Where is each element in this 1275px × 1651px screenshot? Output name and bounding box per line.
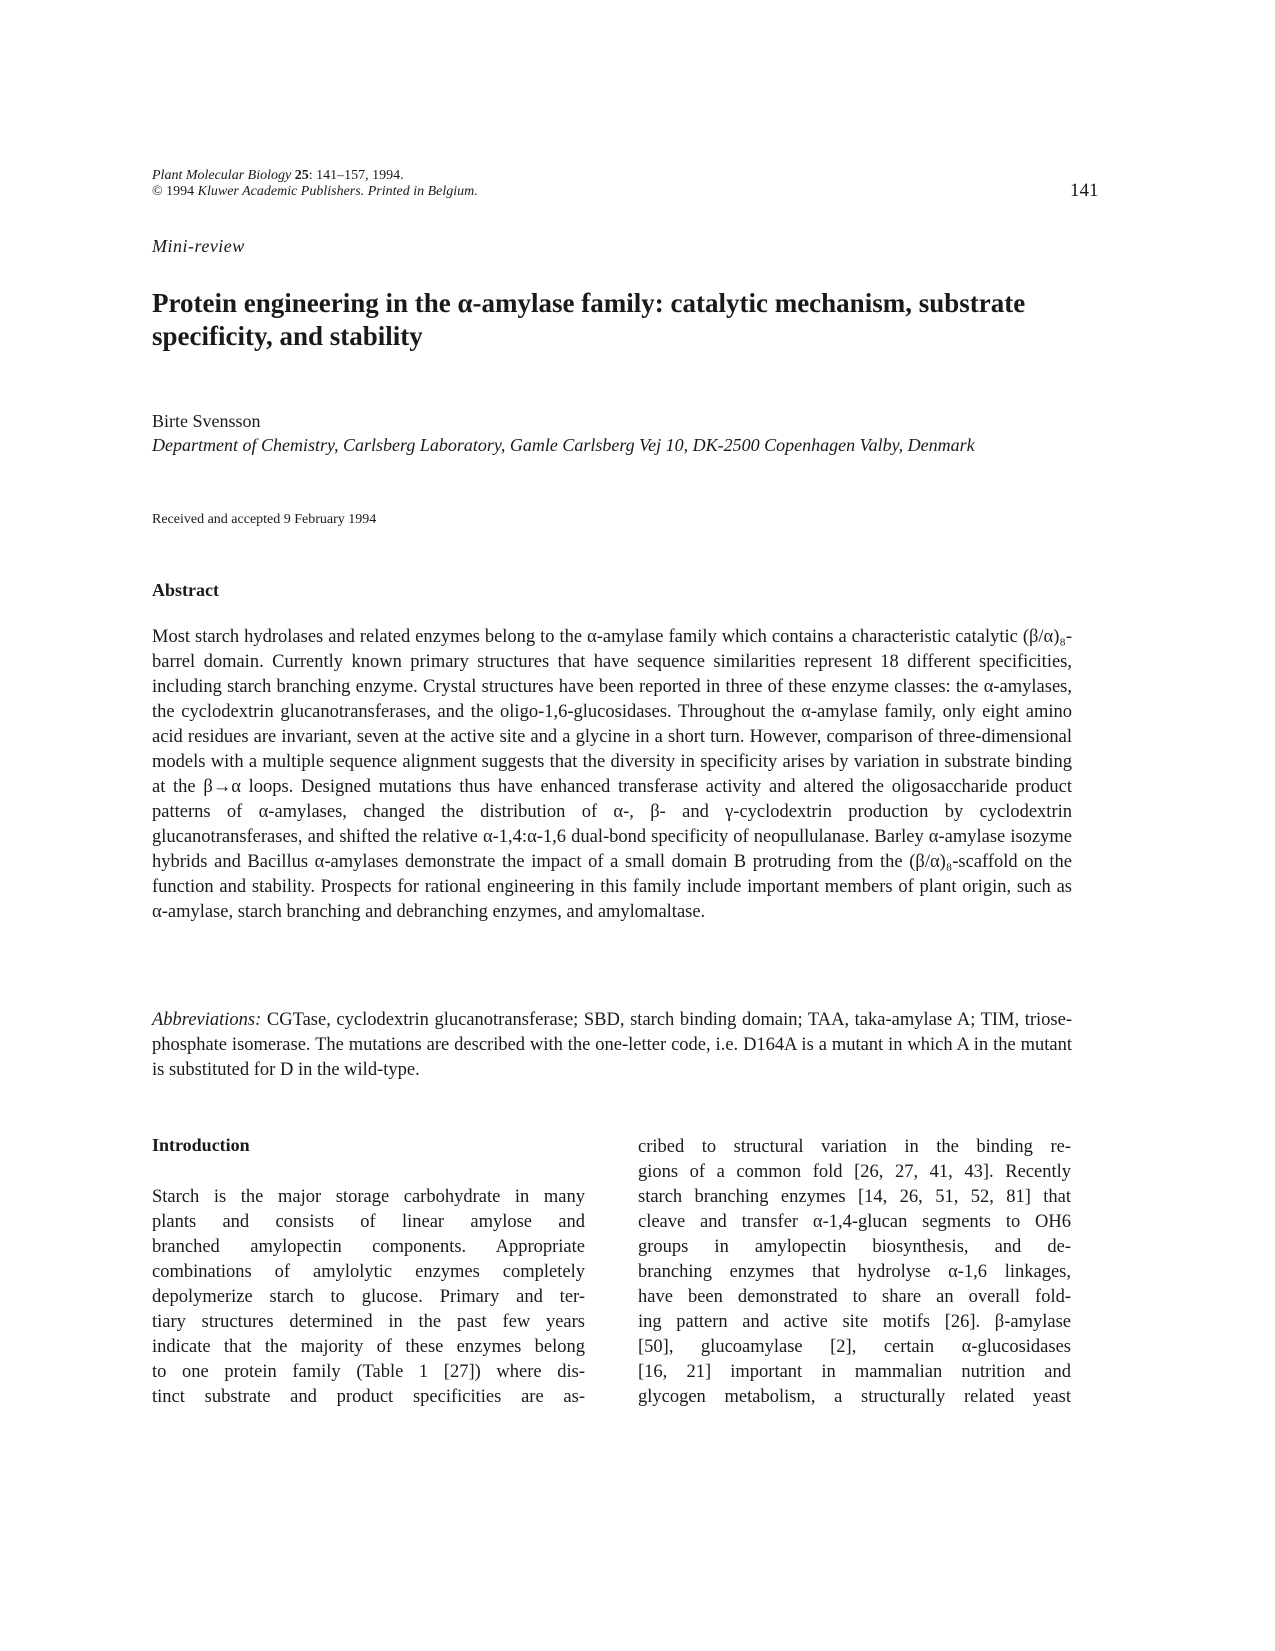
article-title: Protein engineering in the α-amylase family: catalytic mechanism, substrate specificity, and stability [152,288,1026,351]
text-line: depolymerize starch to glucose. Primary and ter- [152,1287,585,1307]
journal-citation [152,168,478,200]
abstract-text: Most starch hydrolases and related enzymes belong to the α-amylase family which contains a characteristic catalytic (β/α)₈-barrel domain. Currently known primary structures that have sequence similarities represent 18 different specificities, including starch branching enzyme. Crystal structures have been reported in three of these enzyme classes: the α-amylases, the cyclodextrin glucanotransferases, and the oligo-1,6-glucosidases. Throughout the α-amylase family, only eight amino acid residues are invariant, seven at the active site and a glycine in a short turn. However, comparison of three-dimensional models with a multiple sequence alignment suggests that the diversity in specificity arises by variation in substrate binding at the β→α loops. Designed mutations thus have enhanced transferase activity and altered the oligosaccharide product patterns of α-amylases, changed the distribution of α-, β- and γ-cyclodextrin production by cyclodextrin glucanotransferases, and shifted the relative α-1,4:α-1,6 dual-bond specificity of neopullulanase. Barley α-amylase isozyme hybrids and Bacillus α-amylases demonstrate the impact of a small domain B protruding from the (β/α)₈-scaffold on the function and stability. Prospects for rational engineering in this family include important members of plant origin, such as α-amylase, starch branching and debranching enzymes, and amylomaltase. [152,627,1072,922]
author-affiliation: Department of Chemistry, Carlsberg Laboratory, Gamle Carlsberg Vej 10, DK-2500 Copenhagen Valby, Denmark [152,435,975,455]
text-line: [50], glucoamylase [2], certain α-glucosidases [638,1337,1071,1357]
text-line: combinations of amylolytic enzymes completely [152,1262,585,1282]
journal-pages: : 141–157, 1994. [308,168,404,183]
text-line: groups in amylopectin biosynthesis, and de- [638,1237,1071,1257]
text-line: tiary structures determined in the past few years [152,1312,585,1332]
copyright-prefix: © 1994 [152,184,198,199]
text-line: cribed to structural variation in the binding re- [638,1137,1071,1157]
abbreviations-text: CGTase, cyclodextrin glucanotransferase; SBD, starch binding domain; TAA, taka-amylase A; TIM, triose-phosphate isomerase. The mutations are described with the one-letter code, i.e. D164A is a mutant in which A in the mutant is substituted for D in the wild-type. [152,1010,1072,1080]
abbreviations [152,1008,1072,1083]
text-line: plants and consists of linear amylose and [152,1212,585,1232]
section-type: Mini-review [152,236,245,256]
text-line: branching enzymes that hydrolyse α-1,6 linkages, [638,1262,1071,1282]
introduction-heading: Introduction [152,1135,250,1155]
text-line: gions of a common fold [26, 27, 41, 43]. Recently [638,1162,1071,1182]
journal-volume: 25 [294,168,309,183]
page-number: 141 [1070,180,1099,201]
introduction-left-column [152,1185,585,1410]
text-line: branched amylopectin components. Appropriate [152,1237,585,1257]
abbreviations-label: Abbreviations: [152,1010,262,1030]
text-line: starch branching enzymes [14, 26, 51, 52, 81] that [638,1187,1071,1207]
text-line: glycogen metabolism, a structurally related yeast [638,1387,1071,1407]
text-line: cleave and transfer α-1,4-glucan segments to OH6 [638,1212,1071,1232]
text-line: Starch is the major storage carbohydrate in many [152,1187,585,1207]
author-name: Birte Svensson [152,411,261,431]
journal-line-2 [152,184,478,200]
text-line: have been demonstrated to share an overall fold- [638,1287,1071,1307]
abstract-heading: Abstract [152,580,219,600]
publisher: Kluwer Academic Publishers. Printed in Belgium. [197,184,478,199]
text-line: indicate that the majority of these enzymes belong [152,1337,585,1357]
text-line: tinct substrate and product specificities are as- [152,1387,585,1407]
introduction-right-column [638,1135,1071,1410]
journal-line-1 [152,168,478,184]
text-line: to one protein family (Table 1 [27]) where dis- [152,1362,585,1382]
text-line: ing pattern and active site motifs [26]. β-amylase [638,1312,1071,1332]
received-date: Received and accepted 9 February 1994 [152,512,377,527]
journal-name: Plant Molecular Biology [152,168,292,183]
text-line: [16, 21] important in mammalian nutrition and [638,1362,1071,1382]
